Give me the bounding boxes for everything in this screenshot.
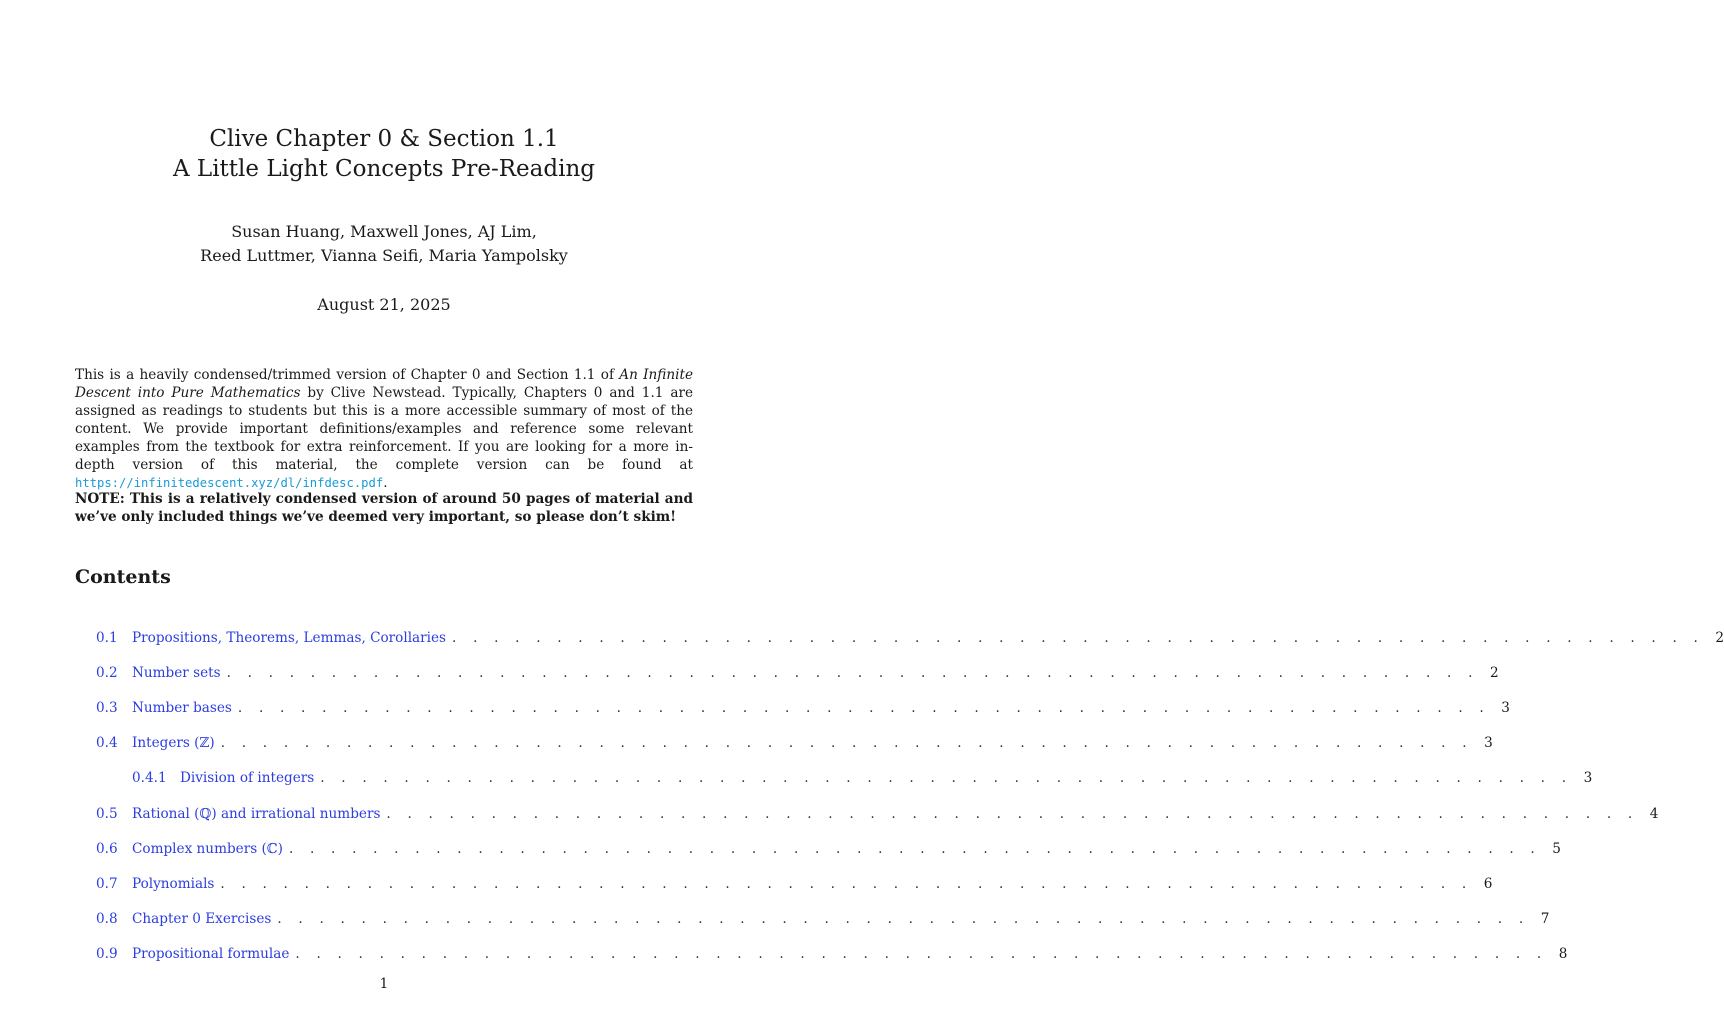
toc-page: 8 [1558,946,1568,963]
toc-entry[interactable] [96,620,1724,655]
document-title [0,124,768,184]
toc-title[interactable]: Number sets [132,664,221,681]
toc-number[interactable]: 0.3 [96,699,118,716]
toc-leader: . . . . . . . . . . . . . . . . . . . . . . . . . . . . . . . . . . . . . . . . . . . . . . . . . . . . . . . . . . . . [226,664,1479,681]
authors [0,220,768,268]
book-title: An Infinite Descent into Pure Mathematics [75,367,693,401]
toc-page: 4 [1649,805,1659,822]
toc-number[interactable]: 0.9 [96,946,118,963]
toc-page: 7 [1540,911,1550,928]
toc-page: 3 [1501,699,1510,716]
toc-number[interactable]: 0.4.1 [132,770,167,787]
toc-leader: . . . . . . . . . . . . . . . . . . . . . . . . . . . . . . . . . . . . . . . . . . . . . . . . . . . . . . . . . . . . [288,840,1541,857]
toc-number[interactable]: 0.6 [96,840,118,857]
pdf-link[interactable]: https://infinitedescent.xyz/dl/infdesc.pdf [75,476,384,490]
toc-page: 2 [1715,629,1724,646]
toc-title[interactable]: Propositional formulae [132,946,290,963]
abstract-text-2: by Clive Newstead. Typically, Chapters 0 and 1.1 are assigned as readings to students but this is a more accessible summary of most of the content. We provide important definitions/examples and reference some relevant examples from the textbook for extra reinforcement. If you are looking for a more in-depth version of this material, the complete version can be found at [75,385,693,473]
title-line-2: A Little Light Concepts Pre-Reading [173,156,595,182]
toc-leader: . . . . . . . . . . . . . . . . . . . . . . . . . . . . . . . . . . . . . . . . . . . . . . . . . . . . . . . . . . . . [237,699,1490,716]
toc-entry[interactable] [96,726,1493,761]
toc-title[interactable]: Chapter 0 Exercises [132,911,272,928]
toc-number[interactable]: 0.1 [96,629,118,646]
toc-title[interactable]: Rational (ℚ) and irrational numbers [132,805,381,822]
title-line-1: Clive Chapter 0 & Section 1.1 [209,126,559,152]
toc-page: 3 [1484,735,1493,752]
abstract-text-1: This is a heavily condensed/trimmed version of Chapter 0 and Section 1.1 of [75,367,620,383]
document-date: August 21, 2025 [317,295,451,314]
toc-number[interactable]: 0.8 [96,911,118,928]
note-paragraph: NOTE: This is a relatively condensed version of around 50 pages of material and we’ve only included things we’ve deemed very important, so please don’t skim! [75,491,693,525]
toc-title[interactable]: Complex numbers (ℂ) [132,840,283,857]
contents-heading: Contents [75,566,171,588]
toc-entry[interactable] [96,655,1499,690]
toc-title[interactable]: Division of integers [180,770,315,787]
abstract-paragraph [75,366,693,492]
authors-line-2: Reed Luttmer, Vianna Seifi, Maria Yampolsky [200,246,568,265]
abstract-end: . [383,475,388,491]
toc-entry[interactable] [96,831,1561,866]
toc-entry[interactable] [96,796,1659,831]
toc-title[interactable]: Integers (ℤ) [132,735,215,752]
toc-leader: . . . . . . . . . . . . . . . . . . . . . . . . . . . . . . . . . . . . . . . . . . . . . . . . . . . . . . . . . . . . [320,770,1573,787]
toc-leader: . . . . . . . . . . . . . . . . . . . . . . . . . . . . . . . . . . . . . . . . . . . . . . . . . . . . . . . . . . . . [277,911,1530,928]
toc-number[interactable]: 0.2 [96,664,118,681]
toc-title[interactable]: Number bases [132,699,232,716]
toc-subentry[interactable] [96,761,1593,796]
toc-number[interactable]: 0.4 [96,735,118,752]
toc-entry[interactable] [96,902,1550,937]
toc-number[interactable]: 0.7 [96,875,118,892]
toc-page: 5 [1552,840,1561,857]
toc-page: 3 [1583,770,1593,787]
toc-title[interactable]: Polynomials [132,875,215,892]
toc-leader: . . . . . . . . . . . . . . . . . . . . . . . . . . . . . . . . . . . . . . . . . . . . . . . . . . . . . . . . . . . . [452,629,1705,646]
table-of-contents [96,620,1724,972]
toc-entry[interactable] [96,866,1493,901]
authors-line-1: Susan Huang, Maxwell Jones, AJ Lim, [231,222,537,241]
toc-entry[interactable] [96,937,1568,972]
toc-page: 6 [1483,875,1493,892]
toc-leader: . . . . . . . . . . . . . . . . . . . . . . . . . . . . . . . . . . . . . . . . . . . . . . . . . . . . . . . . . . . . [220,875,1473,892]
toc-entry[interactable] [96,690,1510,725]
toc-leader: . . . . . . . . . . . . . . . . . . . . . . . . . . . . . . . . . . . . . . . . . . . . . . . . . . . . . . . . . . . . [220,735,1473,752]
page-number: 1 [379,976,389,992]
toc-number[interactable]: 0.5 [96,805,118,822]
toc-leader: . . . . . . . . . . . . . . . . . . . . . . . . . . . . . . . . . . . . . . . . . . . . . . . . . . . . . . . . . . . . [295,946,1548,963]
toc-leader: . . . . . . . . . . . . . . . . . . . . . . . . . . . . . . . . . . . . . . . . . . . . . . . . . . . . . . . . . . . . [386,805,1639,822]
toc-page: 2 [1489,664,1499,681]
toc-title[interactable]: Propositions, Theorems, Lemmas, Corollaries [132,629,447,646]
